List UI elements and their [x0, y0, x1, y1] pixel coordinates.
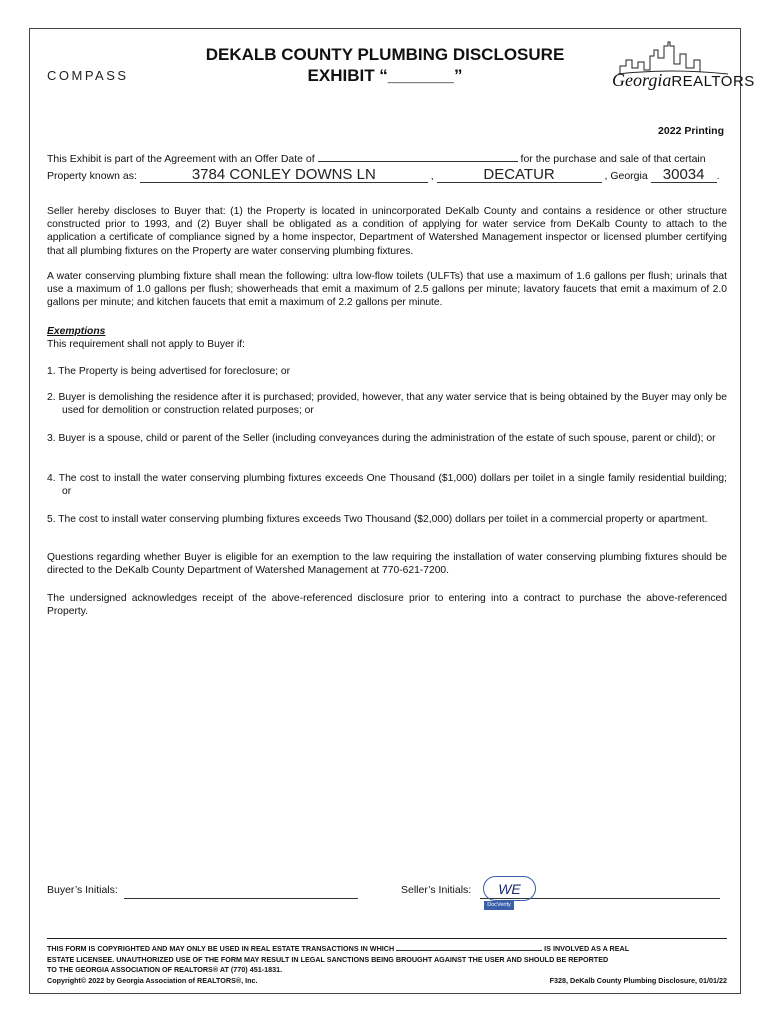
document-title: DEKALB COUNTY PLUMBING DISCLOSURE [205, 45, 565, 64]
property-address-field[interactable]: 3784 CONLEY DOWNS LN [140, 168, 428, 183]
form-id: F328, DeKalb County Plumbing Disclosure, 01/01/22 [549, 975, 727, 985]
property-city-field[interactable]: DECATUR [437, 168, 602, 183]
footer-divider [47, 938, 727, 939]
copyright-notice [47, 943, 727, 986]
property-zip-field[interactable]: 30034 [651, 168, 717, 183]
footer-line1-right: IS INVOLVED AS A REAL [544, 944, 630, 953]
logo-georgia-text: Georgia [612, 70, 672, 90]
footer-line3: TO THE GEORGIA ASSOCIATION OF REALTORS® AT (770) 451-1831. [47, 965, 283, 974]
property-address-line: Property known as: 3784 CONLEY DOWNS LN , DECATUR , Georgia 30034 . [47, 166, 720, 183]
exemption-item-3: 3. Buyer is a spouse, child or parent of the Seller (including conveyances during the administration of the estate of such spouse, parent or child); or [47, 433, 716, 444]
offer-date-label: This Exhibit is part of the Agreement with an Offer Date of [47, 153, 315, 165]
printing-year: 2022 Printing [658, 125, 724, 137]
exemption-item-5: 5. The cost to install water conserving plumbing fixtures exceeds Two Thousand ($2,000) dollars per toilet in a commercial property or apartment. [47, 514, 708, 525]
offer-date-field[interactable] [318, 151, 518, 162]
logo-realtors-text: REALTORS [671, 73, 755, 90]
compass-logo: COMPASS [47, 68, 129, 83]
disclosure-paragraph: Seller hereby discloses to Buyer that: (1) the Property is located in unincorporated DeKalb County and contains a residence or other structure constructed prior to 1993, and (2) Buyer shall be obligated as a condition of applying for water service from DeKalb County to attach to the application a certificate of compliance signed by a home inspector, Department of Watershed Management inspector or licensed plumber certifying that all plumbing fixtures on the Property are water conserving plumbing fixtures. [47, 206, 727, 257]
property-known-label: Property known as: [47, 170, 137, 182]
exemption-item-2: 2. Buyer is demolishing the residence after it is purchased; provided, however, that any water service that is being obtained by the Buyer may only be used for demolition or construction related purposes; or [47, 392, 727, 417]
purchase-sale-text: for the purchase and sale of that certain [520, 153, 706, 165]
offer-date-line [47, 151, 727, 165]
definition-paragraph: A water conserving plumbing fixture shall mean the following: ultra low-flow toilets (ULFTs) that use a maximum of 1.6 gallons per flush; urinals that use a maximum of 1.0 gallons per flush; showerheads that emit a maximum of 2.5 gallons per minute; lavatory faucets that emit a maximum of 2.0 gallons per minute; and kitchen faucets that emit a maximum of 2.2 gallons per minute. [47, 271, 727, 309]
questions-paragraph: Questions regarding whether Buyer is eligible for an exemption to the law requiring the installation of water conserving plumbing fixtures should be directed to the DeKalb County Department of Watershed Management at 770-621-7200. [47, 552, 727, 577]
exemption-item-4: 4. The cost to install the water conserving plumbing fixtures exceeds One Thousand ($1,000) dollars per toilet in a single family residential building; or [47, 473, 727, 498]
copyright-text: Copyright© 2022 by Georgia Association of REALTORS®, Inc. [47, 975, 258, 985]
footer-line2: ESTATE LICENSEE. UNAUTHORIZED USE OF THE FORM MAY RESULT IN LEGAL SANCTIONS BEING BROUGHT AGAINST THE USER AND SHOULD BE REPORTED [47, 954, 609, 964]
footer-line1-left: THIS FORM IS COPYRIGHTED AND MAY ONLY BE USED IN REAL ESTATE TRANSACTIONS IN WHICH [47, 944, 395, 953]
exemption-item-1: 1. The Property is being advertised for foreclosure; or [47, 366, 291, 377]
seller-initials-stamp[interactable]: WE [483, 876, 536, 901]
exhibit-title: EXHIBIT “_______” [307, 66, 463, 85]
exemptions-heading: Exemptions [47, 326, 106, 337]
buyer-initials-field[interactable] [124, 897, 358, 899]
buyer-initials-label: Buyer’s Initials: [47, 884, 118, 896]
exemptions-intro: This requirement shall not apply to Buyer if: [47, 339, 246, 351]
exemptions-section [47, 325, 727, 351]
licensee-name-field[interactable] [396, 943, 542, 951]
seller-initials-label: Seller’s Initials: [401, 884, 472, 896]
georgia-label: , Georgia [604, 170, 648, 182]
georgia-realtors-logo [610, 40, 755, 100]
docverify-tag: DocVerify [484, 901, 514, 910]
acknowledgement-paragraph: The undersigned acknowledges receipt of the above-referenced disclosure prior to entering into a contract to purchase the above-referenced Property. [47, 593, 727, 618]
